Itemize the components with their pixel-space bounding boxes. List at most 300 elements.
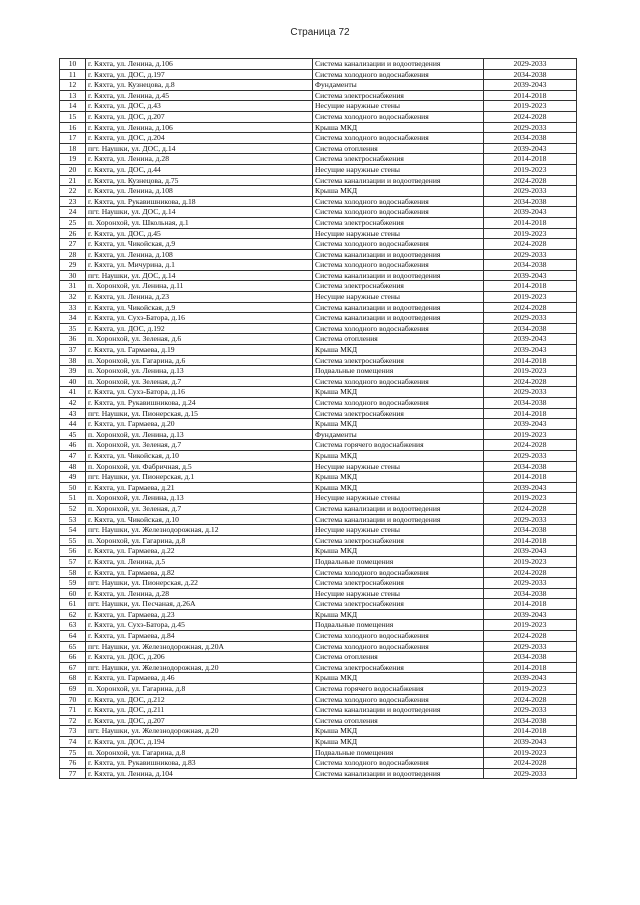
period-cell: 2024-2028 xyxy=(484,440,577,451)
address-cell: пгт. Наушки, ул. Песчаная, д.26А xyxy=(86,599,313,610)
row-number-cell: 10 xyxy=(60,59,86,70)
system-cell: Система канализации и водоотведения xyxy=(313,313,484,324)
row-number-cell: 71 xyxy=(60,705,86,716)
address-cell: г. Кяхта, ул. Сухэ-Батора, д.16 xyxy=(86,313,313,324)
period-cell: 2029-2033 xyxy=(484,514,577,525)
row-number-cell: 21 xyxy=(60,175,86,186)
row-number-cell: 68 xyxy=(60,673,86,684)
period-cell: 2014-2018 xyxy=(484,408,577,419)
system-cell: Система канализации и водоотведения xyxy=(313,503,484,514)
system-cell: Система холодного водоснабжения xyxy=(313,260,484,271)
system-cell: Несущие наружные стены xyxy=(313,588,484,599)
address-cell: п. Хоронхой, ул. Ленина, д.11 xyxy=(86,281,313,292)
row-number-cell: 56 xyxy=(60,546,86,557)
table-row xyxy=(60,652,577,663)
table-row xyxy=(60,747,577,758)
period-cell: 2034-2038 xyxy=(484,461,577,472)
table-row xyxy=(60,334,577,345)
address-cell: г. Кяхта, ул. Рукавишникова, д.83 xyxy=(86,758,313,769)
table-row xyxy=(60,525,577,536)
address-cell: пгт. Наушки, ул. Пионерская, д.22 xyxy=(86,578,313,589)
row-number-cell: 49 xyxy=(60,472,86,483)
system-cell: Система канализации и водоотведения xyxy=(313,270,484,281)
table-row xyxy=(60,323,577,334)
system-cell: Крыша МКД xyxy=(313,546,484,557)
table-row xyxy=(60,419,577,430)
address-cell: г. Кяхта, ул. ДОС, д.192 xyxy=(86,323,313,334)
system-cell: Система электроснабжения xyxy=(313,355,484,366)
table-row xyxy=(60,482,577,493)
system-cell: Система холодного водоснабжения xyxy=(313,69,484,80)
system-cell: Система холодного водоснабжения xyxy=(313,631,484,642)
system-cell: Система холодного водоснабжения xyxy=(313,323,484,334)
period-cell: 2039-2043 xyxy=(484,673,577,684)
address-cell: г. Кяхта, ул. ДОС, д.43 xyxy=(86,101,313,112)
system-cell: Система холодного водоснабжения xyxy=(313,207,484,218)
address-cell: г. Кяхта, ул. Рукавишникова, д.18 xyxy=(86,196,313,207)
period-cell: 2024-2028 xyxy=(484,376,577,387)
table-row xyxy=(60,631,577,642)
row-number-cell: 11 xyxy=(60,69,86,80)
period-cell: 2024-2028 xyxy=(484,175,577,186)
period-cell: 2019-2023 xyxy=(484,493,577,504)
period-cell: 2029-2033 xyxy=(484,705,577,716)
page-title: Страница 72 xyxy=(290,27,350,38)
period-cell: 2034-2038 xyxy=(484,715,577,726)
period-cell: 2034-2038 xyxy=(484,398,577,409)
row-number-cell: 34 xyxy=(60,313,86,324)
system-cell: Система отопления xyxy=(313,715,484,726)
row-number-cell: 76 xyxy=(60,758,86,769)
row-number-cell: 24 xyxy=(60,207,86,218)
table-row xyxy=(60,493,577,504)
address-cell: пгт. Наушки, ул. Железнодорожная, д.20 xyxy=(86,662,313,673)
row-number-cell: 66 xyxy=(60,652,86,663)
period-cell: 2029-2033 xyxy=(484,641,577,652)
address-cell: п. Хоронхой, ул. Фабричная, д.5 xyxy=(86,461,313,472)
address-cell: п. Хоронхой, ул. Гагарина, д.8 xyxy=(86,747,313,758)
row-number-cell: 15 xyxy=(60,111,86,122)
row-number-cell: 64 xyxy=(60,631,86,642)
period-cell: 2034-2038 xyxy=(484,652,577,663)
table-row xyxy=(60,59,577,70)
table-row xyxy=(60,249,577,260)
system-cell: Система канализации и водоотведения xyxy=(313,249,484,260)
period-cell: 2034-2038 xyxy=(484,588,577,599)
address-cell: г. Кяхта, ул. Гармаева, д.20 xyxy=(86,419,313,430)
system-cell: Система отопления xyxy=(313,652,484,663)
period-cell: 2029-2033 xyxy=(484,59,577,70)
row-number-cell: 27 xyxy=(60,239,86,250)
address-cell: пгт. Наушки, ул. Пионерская, д.15 xyxy=(86,408,313,419)
address-cell: г. Кяхта, ул. Чикойская, д.10 xyxy=(86,514,313,525)
table-row xyxy=(60,175,577,186)
table-row xyxy=(60,768,577,779)
system-cell: Несущие наружные стены xyxy=(313,493,484,504)
address-cell: г. Кяхта, ул. ДОС, д.45 xyxy=(86,228,313,239)
system-cell: Система электроснабжения xyxy=(313,217,484,228)
row-number-cell: 44 xyxy=(60,419,86,430)
address-cell: г. Кяхта, ул. Чикойская, д.10 xyxy=(86,450,313,461)
row-number-cell: 75 xyxy=(60,747,86,758)
address-cell: г. Кяхта, ул. Гармаева, д.19 xyxy=(86,345,313,356)
row-number-cell: 69 xyxy=(60,684,86,695)
table-row xyxy=(60,270,577,281)
period-cell: 2019-2023 xyxy=(484,747,577,758)
table-row xyxy=(60,737,577,748)
period-cell: 2014-2018 xyxy=(484,90,577,101)
address-cell: г. Кяхта, ул. Ленина, д.106 xyxy=(86,59,313,70)
table-row xyxy=(60,217,577,228)
row-number-cell: 38 xyxy=(60,355,86,366)
address-cell: г. Кяхта, ул. Гармаева, д.82 xyxy=(86,567,313,578)
system-cell: Система электроснабжения xyxy=(313,578,484,589)
system-cell: Крыша МКД xyxy=(313,387,484,398)
system-cell: Система отопления xyxy=(313,143,484,154)
period-cell: 2039-2043 xyxy=(484,207,577,218)
period-cell: 2024-2028 xyxy=(484,239,577,250)
table-row xyxy=(60,662,577,673)
table-row xyxy=(60,705,577,716)
table-row xyxy=(60,69,577,80)
row-number-cell: 33 xyxy=(60,302,86,313)
period-cell: 2034-2038 xyxy=(484,133,577,144)
row-number-cell: 53 xyxy=(60,514,86,525)
period-cell: 2034-2038 xyxy=(484,69,577,80)
table-row xyxy=(60,313,577,324)
address-cell: г. Кяхта, ул. Сухэ-Батора, д.45 xyxy=(86,620,313,631)
system-cell: Крыша МКД xyxy=(313,673,484,684)
row-number-cell: 17 xyxy=(60,133,86,144)
row-number-cell: 59 xyxy=(60,578,86,589)
table-row xyxy=(60,408,577,419)
system-cell: Система электроснабжения xyxy=(313,408,484,419)
system-cell: Система холодного водоснабжения xyxy=(313,111,484,122)
row-number-cell: 47 xyxy=(60,450,86,461)
table-row xyxy=(60,154,577,165)
row-number-cell: 35 xyxy=(60,323,86,334)
period-cell: 2039-2043 xyxy=(484,546,577,557)
system-cell: Система холодного водоснабжения xyxy=(313,641,484,652)
period-cell: 2039-2043 xyxy=(484,270,577,281)
address-cell: пгт. Наушки, ул. ДОС, д.14 xyxy=(86,207,313,218)
period-cell: 2039-2043 xyxy=(484,80,577,91)
period-cell: 2029-2033 xyxy=(484,313,577,324)
period-cell: 2029-2033 xyxy=(484,768,577,779)
row-number-cell: 54 xyxy=(60,525,86,536)
address-cell: п. Хоронхой, ул. Школьная, д.1 xyxy=(86,217,313,228)
table-row xyxy=(60,578,577,589)
row-number-cell: 14 xyxy=(60,101,86,112)
period-cell: 2014-2018 xyxy=(484,154,577,165)
address-cell: г. Кяхта, ул. Ленина, д.28 xyxy=(86,588,313,599)
row-number-cell: 41 xyxy=(60,387,86,398)
address-cell: г. Кяхта, ул. Сухэ-Батора, д.16 xyxy=(86,387,313,398)
period-cell: 2019-2023 xyxy=(484,228,577,239)
row-number-cell: 13 xyxy=(60,90,86,101)
period-cell: 2039-2043 xyxy=(484,609,577,620)
address-cell: г. Кяхта, ул. Ленина, д.45 xyxy=(86,90,313,101)
system-cell: Система холодного водоснабжения xyxy=(313,758,484,769)
system-cell: Несущие наружные стены xyxy=(313,292,484,303)
period-cell: 2014-2018 xyxy=(484,281,577,292)
address-cell: г. Кяхта, ул. Ленина, д.108 xyxy=(86,186,313,197)
system-cell: Система канализации и водоотведения xyxy=(313,705,484,716)
system-cell: Крыша МКД xyxy=(313,345,484,356)
row-number-cell: 72 xyxy=(60,715,86,726)
period-cell: 2019-2023 xyxy=(484,164,577,175)
system-cell: Крыша МКД xyxy=(313,472,484,483)
system-cell: Крыша МКД xyxy=(313,726,484,737)
address-cell: п. Хоронхой, ул. Гагарина, д.8 xyxy=(86,684,313,695)
period-cell: 2024-2028 xyxy=(484,758,577,769)
period-cell: 2039-2043 xyxy=(484,143,577,154)
system-cell: Крыша МКД xyxy=(313,122,484,133)
row-number-cell: 48 xyxy=(60,461,86,472)
period-cell: 2014-2018 xyxy=(484,726,577,737)
address-cell: г. Кяхта, ул. Гармаева, д.22 xyxy=(86,546,313,557)
table-row xyxy=(60,133,577,144)
table-row xyxy=(60,758,577,769)
table-row xyxy=(60,567,577,578)
table-row xyxy=(60,90,577,101)
system-cell: Система холодного водоснабжения xyxy=(313,196,484,207)
address-cell: г. Кяхта, ул. Гармаева, д.46 xyxy=(86,673,313,684)
system-cell: Система горячего водоснабжения xyxy=(313,684,484,695)
table-row xyxy=(60,355,577,366)
address-cell: г. Кяхта, ул. ДОС, д.44 xyxy=(86,164,313,175)
address-cell: п. Хоронхой, ул. Гагарина, д.8 xyxy=(86,535,313,546)
period-cell: 2029-2033 xyxy=(484,186,577,197)
table-row xyxy=(60,302,577,313)
period-cell: 2014-2018 xyxy=(484,662,577,673)
address-cell: г. Кяхта, ул. Мичурина, д.1 xyxy=(86,260,313,271)
table-row xyxy=(60,164,577,175)
system-cell: Крыша МКД xyxy=(313,186,484,197)
table-row xyxy=(60,503,577,514)
address-cell: пгт. Наушки, ул. Железнодорожная, д.20 xyxy=(86,726,313,737)
table-body xyxy=(60,59,577,779)
row-number-cell: 18 xyxy=(60,143,86,154)
row-number-cell: 70 xyxy=(60,694,86,705)
period-cell: 2024-2028 xyxy=(484,567,577,578)
table-row xyxy=(60,641,577,652)
address-cell: пгт. Наушки, ул. ДОС, д.14 xyxy=(86,270,313,281)
table-row xyxy=(60,609,577,620)
period-cell: 2024-2028 xyxy=(484,302,577,313)
table-row xyxy=(60,292,577,303)
period-cell: 2019-2023 xyxy=(484,366,577,377)
table-row xyxy=(60,186,577,197)
period-cell: 2014-2018 xyxy=(484,535,577,546)
row-number-cell: 19 xyxy=(60,154,86,165)
row-number-cell: 77 xyxy=(60,768,86,779)
row-number-cell: 52 xyxy=(60,503,86,514)
table-row xyxy=(60,143,577,154)
row-number-cell: 43 xyxy=(60,408,86,419)
row-number-cell: 62 xyxy=(60,609,86,620)
row-number-cell: 25 xyxy=(60,217,86,228)
system-cell: Система электроснабжения xyxy=(313,662,484,673)
address-cell: п. Хоронхой, ул. Гагарина, д.6 xyxy=(86,355,313,366)
address-cell: г. Кяхта, ул. Ленина, д.5 xyxy=(86,556,313,567)
system-cell: Крыша МКД xyxy=(313,609,484,620)
system-cell: Система горячего водоснабжения xyxy=(313,440,484,451)
system-cell: Несущие наружные стены xyxy=(313,525,484,536)
period-cell: 2014-2018 xyxy=(484,217,577,228)
period-cell: 2039-2043 xyxy=(484,334,577,345)
period-cell: 2034-2038 xyxy=(484,260,577,271)
period-cell: 2014-2018 xyxy=(484,472,577,483)
address-cell: пгт. Наушки, ул. Железнодорожная, д.12 xyxy=(86,525,313,536)
address-cell: г. Кяхта, ул. Гармаева, д.84 xyxy=(86,631,313,642)
period-cell: 2019-2023 xyxy=(484,684,577,695)
period-cell: 2019-2023 xyxy=(484,429,577,440)
table-row xyxy=(60,514,577,525)
system-cell: Система холодного водоснабжения xyxy=(313,694,484,705)
system-cell: Система канализации и водоотведения xyxy=(313,175,484,186)
system-cell: Система отопления xyxy=(313,334,484,345)
table-row xyxy=(60,376,577,387)
row-number-cell: 37 xyxy=(60,345,86,356)
row-number-cell: 31 xyxy=(60,281,86,292)
address-cell: г. Кяхта, ул. ДОС, д.211 xyxy=(86,705,313,716)
row-number-cell: 26 xyxy=(60,228,86,239)
system-cell: Крыша МКД xyxy=(313,450,484,461)
address-cell: г. Кяхта, ул. Ленина, д.108 xyxy=(86,249,313,260)
table-row xyxy=(60,461,577,472)
address-cell: п. Хоронхой, ул. Зеленая, д.7 xyxy=(86,376,313,387)
address-cell: пгт. Наушки, ул. ДОС, д.14 xyxy=(86,143,313,154)
address-cell: г. Кяхта, ул. Ленина, д.106 xyxy=(86,122,313,133)
table-row xyxy=(60,260,577,271)
address-cell: пгт. Наушки, ул. Железнодорожная, д.20А xyxy=(86,641,313,652)
table-row xyxy=(60,684,577,695)
period-cell: 2029-2033 xyxy=(484,387,577,398)
system-cell: Подвальные помещения xyxy=(313,366,484,377)
table-row xyxy=(60,196,577,207)
system-cell: Система электроснабжения xyxy=(313,599,484,610)
period-cell: 2029-2033 xyxy=(484,249,577,260)
address-cell: г. Кяхта, ул. Гармаева, д.23 xyxy=(86,609,313,620)
system-cell: Система канализации и водоотведения xyxy=(313,768,484,779)
address-cell: г. Кяхта, ул. ДОС, д.206 xyxy=(86,652,313,663)
table-row xyxy=(60,387,577,398)
system-cell: Несущие наружные стены xyxy=(313,101,484,112)
system-cell: Система канализации и водоотведения xyxy=(313,514,484,525)
table-row xyxy=(60,101,577,112)
period-cell: 2019-2023 xyxy=(484,101,577,112)
row-number-cell: 65 xyxy=(60,641,86,652)
system-cell: Система холодного водоснабжения xyxy=(313,567,484,578)
row-number-cell: 36 xyxy=(60,334,86,345)
period-cell: 2019-2023 xyxy=(484,292,577,303)
address-cell: г. Кяхта, ул. Ленина, д.23 xyxy=(86,292,313,303)
address-cell: г. Кяхта, ул. Рукавишникова, д.24 xyxy=(86,398,313,409)
address-cell: г. Кяхта, ул. ДОС, д.207 xyxy=(86,715,313,726)
address-cell: г. Кяхта, ул. ДОС, д.194 xyxy=(86,737,313,748)
table-row xyxy=(60,450,577,461)
system-cell: Несущие наружные стены xyxy=(313,164,484,175)
table-row xyxy=(60,207,577,218)
period-cell: 2019-2023 xyxy=(484,620,577,631)
table-row xyxy=(60,588,577,599)
row-number-cell: 16 xyxy=(60,122,86,133)
system-cell: Крыша МКД xyxy=(313,482,484,493)
table-row xyxy=(60,429,577,440)
system-cell: Система электроснабжения xyxy=(313,535,484,546)
period-cell: 2039-2043 xyxy=(484,345,577,356)
table-row xyxy=(60,535,577,546)
address-cell: г. Кяхта, ул. Кузнецова, д.8 xyxy=(86,80,313,91)
table-row xyxy=(60,239,577,250)
row-number-cell: 46 xyxy=(60,440,86,451)
address-cell: п. Хоронхой, ул. Ленина, д.13 xyxy=(86,366,313,377)
period-cell: 2024-2028 xyxy=(484,694,577,705)
table-row xyxy=(60,472,577,483)
system-cell: Система холодного водоснабжения xyxy=(313,398,484,409)
period-cell: 2024-2028 xyxy=(484,111,577,122)
table-row xyxy=(60,599,577,610)
address-cell: г. Кяхта, ул. Гармаева, д.21 xyxy=(86,482,313,493)
address-cell: п. Хоронхой, ул. Зеленая, д.7 xyxy=(86,503,313,514)
system-cell: Подвальные помещения xyxy=(313,747,484,758)
table-row xyxy=(60,726,577,737)
row-number-cell: 42 xyxy=(60,398,86,409)
row-number-cell: 29 xyxy=(60,260,86,271)
system-cell: Подвальные помещения xyxy=(313,556,484,567)
system-cell: Крыша МКД xyxy=(313,737,484,748)
address-cell: г. Кяхта, ул. Чикойская, д.9 xyxy=(86,302,313,313)
row-number-cell: 73 xyxy=(60,726,86,737)
address-cell: пгт. Наушки, ул. Пионерская, д.1 xyxy=(86,472,313,483)
table-row xyxy=(60,715,577,726)
row-number-cell: 40 xyxy=(60,376,86,387)
period-cell: 2039-2043 xyxy=(484,737,577,748)
system-cell: Система электроснабжения xyxy=(313,154,484,165)
address-cell: г. Кяхта, ул. Кузнецова, д.75 xyxy=(86,175,313,186)
row-number-cell: 50 xyxy=(60,482,86,493)
row-number-cell: 58 xyxy=(60,567,86,578)
system-cell: Фундаменты xyxy=(313,80,484,91)
row-number-cell: 67 xyxy=(60,662,86,673)
address-cell: п. Хоронхой, ул. Ленина, д.13 xyxy=(86,429,313,440)
row-number-cell: 12 xyxy=(60,80,86,91)
repair-schedule-table xyxy=(59,58,577,779)
address-cell: п. Хоронхой, ул. Ленина, д.13 xyxy=(86,493,313,504)
row-number-cell: 74 xyxy=(60,737,86,748)
table-row xyxy=(60,673,577,684)
system-cell: Система электроснабжения xyxy=(313,90,484,101)
period-cell: 2039-2043 xyxy=(484,419,577,430)
system-cell: Система электроснабжения xyxy=(313,281,484,292)
row-number-cell: 55 xyxy=(60,535,86,546)
address-cell: г. Кяхта, ул. ДОС, д.207 xyxy=(86,111,313,122)
table-row xyxy=(60,122,577,133)
period-cell: 2014-2018 xyxy=(484,355,577,366)
address-cell: г. Кяхта, ул. Чикойская, д.9 xyxy=(86,239,313,250)
system-cell: Система канализации и водоотведения xyxy=(313,59,484,70)
system-cell: Крыша МКД xyxy=(313,419,484,430)
period-cell: 2024-2028 xyxy=(484,631,577,642)
row-number-cell: 61 xyxy=(60,599,86,610)
row-number-cell: 60 xyxy=(60,588,86,599)
address-cell: п. Хоронхой, ул. Зеленая, д.6 xyxy=(86,334,313,345)
address-cell: п. Хоронхой, ул. Зеленая, д.7 xyxy=(86,440,313,451)
system-cell: Система канализации и водоотведения xyxy=(313,302,484,313)
table-row xyxy=(60,694,577,705)
period-cell: 2024-2028 xyxy=(484,503,577,514)
